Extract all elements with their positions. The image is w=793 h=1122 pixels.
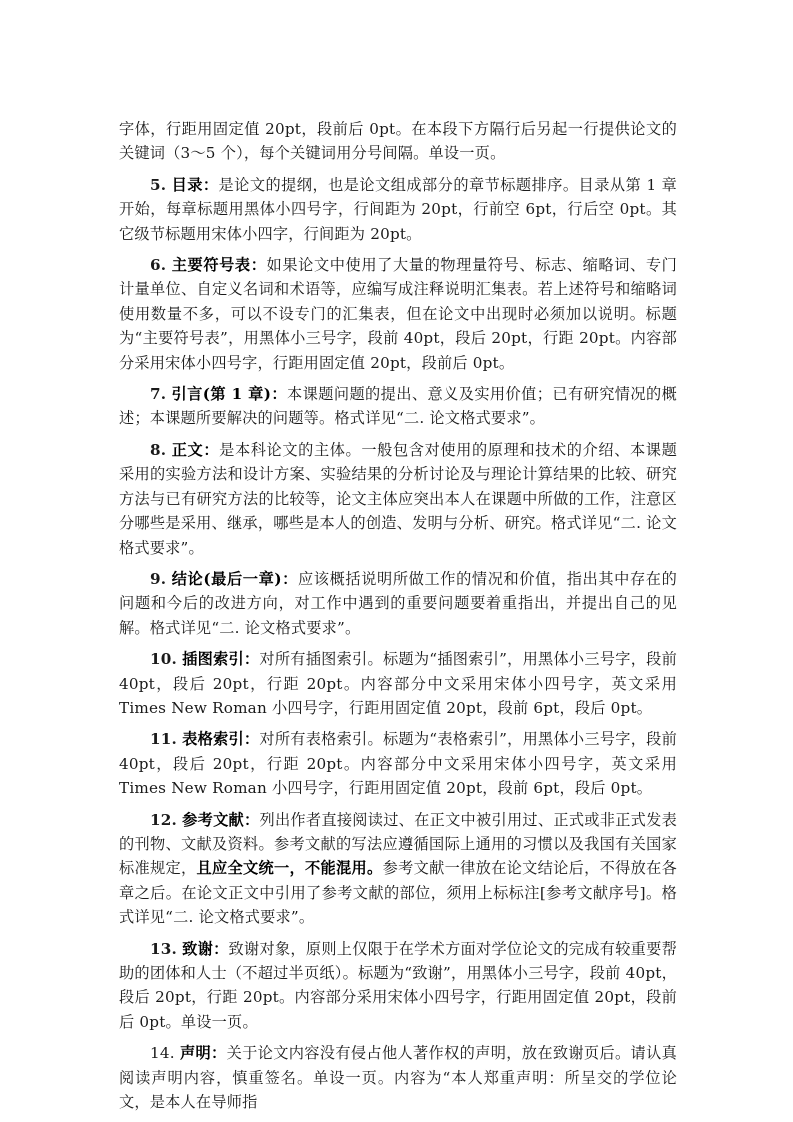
item-heading: 结论(最后一章)： bbox=[171, 569, 298, 588]
item-number: 14. bbox=[150, 1044, 175, 1063]
document-page bbox=[119, 117, 677, 1121]
paragraph-text: 列出作者直接阅读过、在正文中被引用过、正式或非正式发表的刊物、文献及资料。参考文献的写法应遵循国际上通用的习惯以及我国有关国家标准规定， bbox=[119, 810, 678, 878]
paragraph-text: 是本科论文的主体。一般包含对使用的原理和技术的介绍、本课题采用的实验方法和设计方案、实验结果的分析讨论及与理论计算结果的比较、研究方法与已有研究方法的比较等，论文主体应突出本人在课题中所做的工作，注意区分哪些是采用、继承，哪些是本人的创造、发明与分析、研究。格式详见“二. 论文格式要求”。 bbox=[119, 440, 677, 557]
paragraph-text: 对所有插图索引。标题为“插图索引”，用黑体小三号字，段前 40pt，段后 20pt，行距 20pt。内容部分中文采用宋体小四号字，英文采用 Times New Roman 小四号字，行距用固定值 20pt，段前 6pt，段后 0pt。 bbox=[119, 650, 678, 717]
paragraph-text: 致谢对象，原则上仅限于在学术方面对学位论文的完成有较重要帮助的团体和人士（不超过半页纸）。标题为“致谢”，用黑体小三号字，段前 40pt，段后 20pt，行距 20pt。内容部分采用宋体小四号字，行距用固定值 20pt，段前后 0pt。单设一页。 bbox=[119, 939, 677, 1031]
item-number: 9. bbox=[150, 569, 167, 588]
paragraph-table-of-contents bbox=[119, 173, 677, 246]
item-heading: 表格索引： bbox=[182, 730, 260, 749]
paragraph-introduction bbox=[119, 382, 677, 431]
item-heading: 引言(第 1 章)： bbox=[171, 385, 287, 404]
paragraph-text: 如果论文中使用了大量的物理量符号、标志、缩略词、专门计量单位、自定义名词和术语等，应编写成注释说明汇集表。若上述符号和缩略词使用数量不多，可以不设专门的汇集表，但在论文中出现时必须加以说明。标题为“主要符号表”，用黑体小三号字，段前 40pt，段后 20pt，行距 20pt。内容部分采用宋体小四号字，行距用固定值 20pt，段前后 0pt。 bbox=[119, 256, 678, 372]
paragraph-figure-index bbox=[119, 647, 677, 720]
paragraph-text: 应该概括说明所做工作的情况和价值，指出其中存在的问题和今后的改进方向，对工作中遇到的重要问题要着重指出，并提出自己的见解。格式详见“二. 论文格式要求”。 bbox=[119, 569, 677, 637]
paragraph-conclusion bbox=[119, 567, 677, 640]
paragraph-references bbox=[119, 808, 677, 930]
item-heading: 致谢： bbox=[182, 939, 229, 958]
emphasis-text: 且应全文统一，不能混用。 bbox=[196, 859, 383, 878]
item-number: 11. bbox=[150, 730, 178, 749]
paragraph-acknowledgements bbox=[119, 937, 677, 1035]
item-number: 8. bbox=[150, 440, 167, 459]
item-heading: 插图索引： bbox=[182, 650, 260, 669]
item-heading: 主要符号表： bbox=[171, 256, 267, 275]
paragraph-text: 对所有表格索引。标题为“表格索引”，用黑体小三号字，段前 40pt，段后 20pt，行距 20pt。内容部分中文采用宋体小四号字，英文采用 Times New Roman 小四号字，行距用固定值 20pt，段前 6pt，段后 0pt。 bbox=[119, 730, 678, 798]
paragraph-text: 字体，行距用固定值 20pt，段前后 0pt。在本段下方隔行后另起一行提供论文的关键词（3～5 个），每个关键词用分号间隔。单设一页。 bbox=[119, 120, 677, 163]
paragraph-abstract-continued bbox=[119, 117, 677, 166]
paragraph-main-body bbox=[119, 438, 677, 560]
item-heading: 正文： bbox=[171, 440, 220, 459]
item-number: 7. bbox=[150, 385, 167, 404]
item-number: 6. bbox=[150, 256, 167, 275]
item-number: 10. bbox=[150, 650, 178, 669]
item-heading: 目录： bbox=[171, 175, 219, 194]
paragraph-text: 参考文献一律放在论文结论后，不得放在各章之后。在论文正文中引用了参考文献的部位，须用上标标注[参考文献序号]。格式详见“二. 论文格式要求”。 bbox=[119, 859, 677, 927]
item-heading: 参考文献： bbox=[182, 810, 260, 829]
paragraph-declaration bbox=[119, 1041, 677, 1114]
item-heading: 声明： bbox=[179, 1044, 227, 1063]
paragraph-symbol-table bbox=[119, 253, 677, 375]
paragraph-table-index bbox=[119, 727, 677, 800]
item-number: 13. bbox=[150, 939, 178, 958]
item-number: 5. bbox=[150, 175, 167, 194]
item-number: 12. bbox=[150, 810, 178, 829]
paragraph-text: 关于论文内容没有侵占他人著作权的声明，放在致谢页后。请认真阅读声明内容，慎重签名。单设一页。内容为“本人郑重声明：所呈交的学位论文，是本人在导师指 bbox=[119, 1044, 677, 1112]
paragraph-text: 是论文的提纲，也是论文组成部分的章节标题排序。目录从第 1 章开始，每章标题用黑体小四号字，行间距为 20pt，行前空 6pt，行后空 0pt。其它级节标题用宋体小四字，行间距为 20pt。 bbox=[119, 175, 677, 243]
paragraph-text: 本课题问题的提出、意义及实用价值；已有研究情况的概述；本课题所要解决的问题等。格式详见“二. 论文格式要求”。 bbox=[119, 385, 678, 428]
